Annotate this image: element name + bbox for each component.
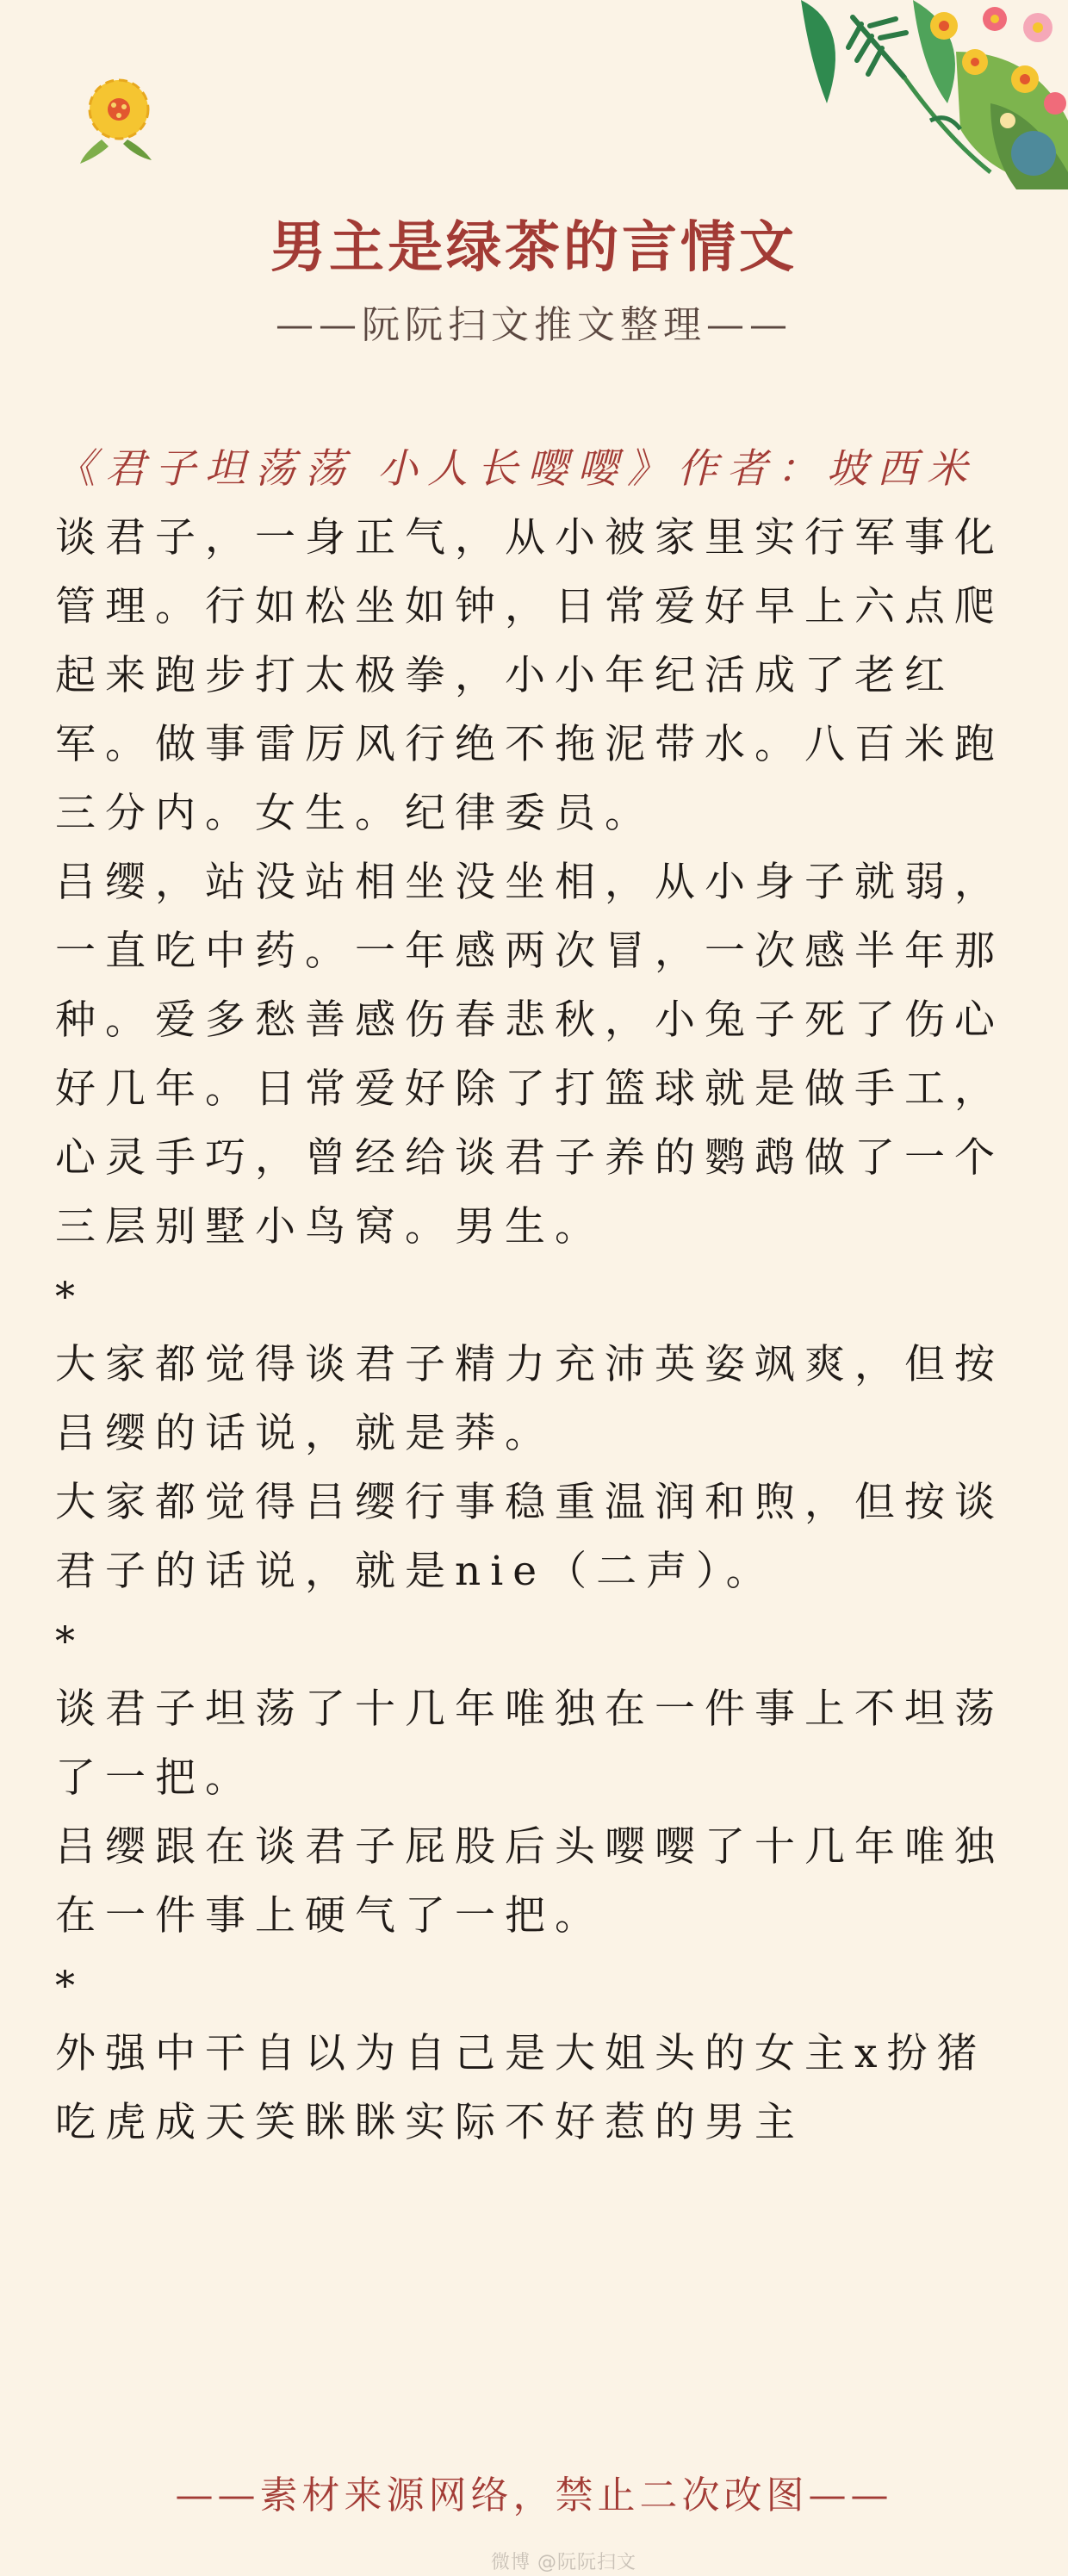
article-body bbox=[55, 435, 1013, 2157]
page-title: 男主是绿茶的言情文 bbox=[270, 215, 798, 280]
paragraph-tan-straightforward: 谈君子坦荡了十几年唯独在一件事上不坦荡了一把。 bbox=[55, 1685, 1004, 1802]
weibo-watermark: 微博 @阮阮扫文 bbox=[491, 2552, 636, 2573]
yellow-flower-icon bbox=[76, 71, 162, 165]
floral-leaves-corner-icon bbox=[775, 0, 1068, 189]
book-title: 《君子坦荡荡 小人长嘤嘤》作者：坡西米 bbox=[55, 445, 977, 493]
copyright-notice: ——素材来源网络，禁止二次改图—— bbox=[175, 2474, 893, 2517]
paragraph-tan-junzi: 谈君子，一身正气，从小被家里实行军事化管理。行如松坐如钟，日常爱好早上六点爬起来跑步打太极拳，小小年纪活成了老红军。做事雷厉风行绝不拖泥带水。八百米跑三分内。女生。纪律委员。 bbox=[55, 514, 1004, 837]
section-divider: * bbox=[55, 1617, 84, 1664]
paragraph-lu-ying: 吕缨，站没站相坐没坐相，从小身子就弱，一直吃中药。一年感两次冒，一次感半年那种。爱多愁善感伤春悲秋，小兔子死了伤心好几年。日常爱好除了打篮球就是做手工，心灵手巧，曾经给谈君子养的鹦鹉做了一个三层别墅小鸟窝。男生。 bbox=[55, 859, 1004, 1251]
paragraph-summary: 外强中干自以为自己是大姐头的女主x扮猪吃虎成天笑眯眯实际不好惹的男主 bbox=[55, 2030, 987, 2146]
paragraph-opinion-1: 大家都觉得谈君子精力充沛英姿飒爽，但按吕缨的话说，就是莽。 bbox=[55, 1341, 1004, 1457]
paragraph-opinion-2: 大家都觉得吕缨行事稳重温润和煦，但按谈君子的话说，就是nie（二声）。 bbox=[55, 1479, 1004, 1595]
section-divider: * bbox=[55, 1273, 84, 1319]
page-subtitle: ——阮阮扫文推文整理—— bbox=[276, 303, 792, 347]
section-divider: * bbox=[55, 1962, 84, 2008]
paragraph-lu-stubborn: 吕缨跟在谈君子屁股后头嘤嘤了十几年唯独在一件事上硬气了一把。 bbox=[55, 1823, 1004, 1940]
